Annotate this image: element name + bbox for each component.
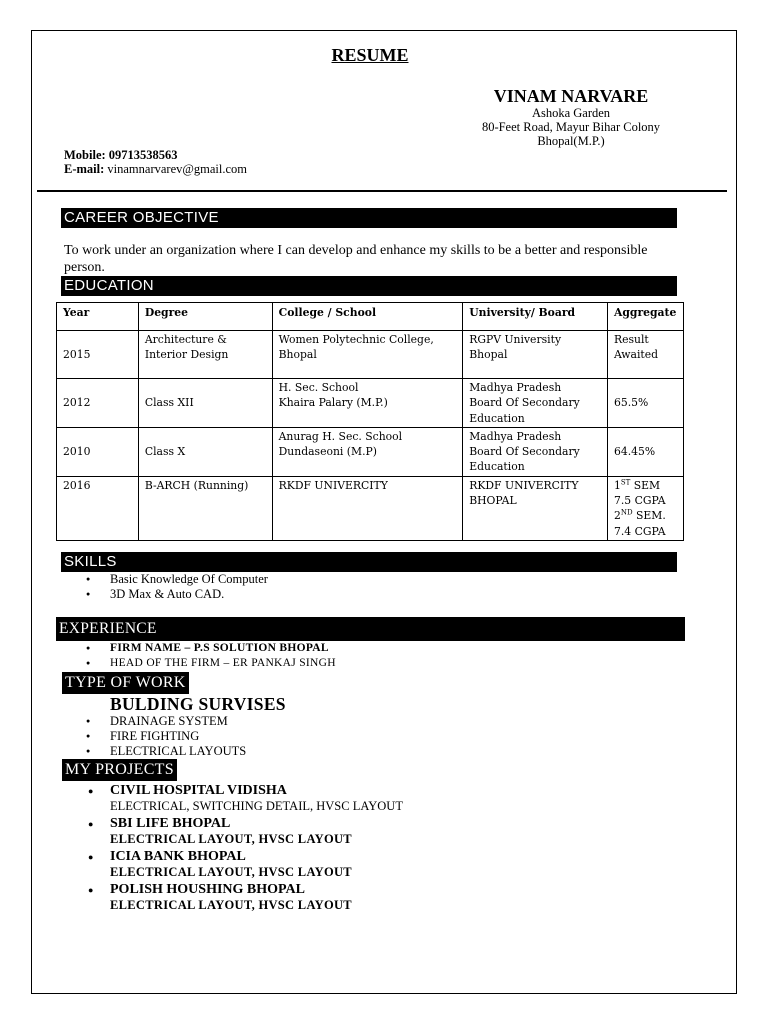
list-item: ● ELECTRICAL LAYOUTS [86, 744, 246, 759]
project-item [88, 849, 403, 880]
address-line-3: Bhopal(M.P.) [537, 134, 605, 148]
career-objective-text: To work under an organization where I can develop and enhance my skills to be a better and responsible person. [64, 243, 648, 275]
project-name: ● SBI LIFE BHOPAL [88, 816, 403, 832]
list-item: ● Basic Knowledge Of Computer [86, 572, 268, 587]
cell-college: Anurag H. Sec. School Dundaseoni (M.P) [272, 427, 463, 476]
cell-aggregate: 1ST SEM 7.5 CGPA 2ND SEM. 7.4 CGPA [607, 476, 683, 540]
type-of-work-heading: TYPE OF WORK [62, 672, 189, 694]
project-item [88, 882, 403, 913]
header-divider [37, 190, 727, 192]
list-item: ● DRAINAGE SYSTEM [86, 714, 246, 729]
my-projects-heading: MY PROJECTS [62, 759, 177, 781]
type-of-work-title: BULDING SURVISES [110, 694, 286, 714]
candidate-name: VINAM NARVARE [493, 86, 649, 106]
column-header-board: University/ Board [463, 303, 608, 331]
project-name: ● ICIA BANK BHOPAL [88, 849, 403, 865]
project-item [88, 816, 403, 847]
cell-year: 2016 [57, 476, 139, 540]
cell-year: 2010 [57, 427, 139, 476]
skills-list [86, 572, 268, 602]
career-objective-heading: CAREER OBJECTIVE [61, 208, 677, 228]
skills-heading: SKILLS [61, 552, 677, 572]
mobile-line [64, 148, 178, 163]
cell-board: RGPV University Bhopal [463, 331, 608, 379]
column-header-year: Year [57, 303, 139, 331]
cell-college: Women Polytechnic College, Bhopal [272, 331, 463, 379]
cell-degree: Class X [138, 427, 272, 476]
column-header-degree: Degree [138, 303, 272, 331]
cell-board: RKDF UNIVERCITY BHOPAL [463, 476, 608, 540]
cell-aggregate: 64.45% [607, 427, 683, 476]
cell-degree: Class XII [138, 379, 272, 428]
project-name: ● CIVIL HOSPITAL VIDISHA [88, 783, 403, 799]
experience-heading: EXPERIENCE [56, 617, 685, 641]
column-header-aggregate: Aggregate [607, 303, 683, 331]
cell-year: 2012 [57, 379, 139, 428]
list-item: ● HEAD OF THE FIRM – ER PANKAJ SINGH [86, 656, 336, 671]
email-address: vinamnarvarev@gmail.com [107, 162, 247, 176]
table-row [57, 427, 684, 476]
resume-title: RESUME [331, 45, 409, 65]
list-item: ● FIRE FIGHTING [86, 729, 246, 744]
cell-degree: B-ARCH (Running) [138, 476, 272, 540]
address-line-1: Ashoka Garden [531, 106, 611, 120]
project-detail: ELECTRICAL LAYOUT, HVSC LAYOUT [110, 832, 352, 846]
cell-college: H. Sec. School Khaira Palary (M.P.) [272, 379, 463, 428]
experience-list [86, 641, 336, 671]
email-line [64, 162, 247, 177]
project-name: ● POLISH HOUSHING BHOPAL [88, 882, 403, 898]
cell-board: Madhya Pradesh Board Of Secondary Education [463, 427, 608, 476]
address-line-2: 80-Feet Road, Mayur Bihar Colony [481, 120, 661, 134]
cell-year: 2015 [57, 331, 139, 379]
table-row [57, 476, 684, 540]
email-label: E-mail: [64, 162, 105, 176]
project-detail: ELECTRICAL LAYOUT, HVSC LAYOUT [110, 898, 352, 912]
project-detail: ELECTRICAL, SWITCHING DETAIL, HVSC LAYOUT [110, 799, 403, 813]
type-of-work-list [86, 714, 246, 759]
list-item: ● 3D Max & Auto CAD. [86, 587, 268, 602]
cell-board: Madhya Pradesh Board Of Secondary Education [463, 379, 608, 428]
column-header-college: College / School [272, 303, 463, 331]
education-heading: EDUCATION [61, 276, 677, 296]
cell-aggregate: Result Awaited [607, 331, 683, 379]
table-row [57, 379, 684, 428]
projects-list [88, 783, 403, 913]
project-detail: ELECTRICAL LAYOUT, HVSC LAYOUT [110, 865, 352, 879]
table-row [57, 331, 684, 379]
mobile-number: 09713538563 [108, 148, 178, 162]
mobile-label: Mobile: [64, 148, 106, 162]
list-item: ● FIRM NAME – P.S SOLUTION BHOPAL [86, 641, 336, 656]
cell-aggregate: 65.5% [607, 379, 683, 428]
project-item [88, 783, 403, 814]
education-table [56, 302, 684, 541]
cell-college: RKDF UNIVERCITY [272, 476, 463, 540]
cell-degree: Architecture & Interior Design [138, 331, 272, 379]
table-header-row [57, 303, 684, 331]
